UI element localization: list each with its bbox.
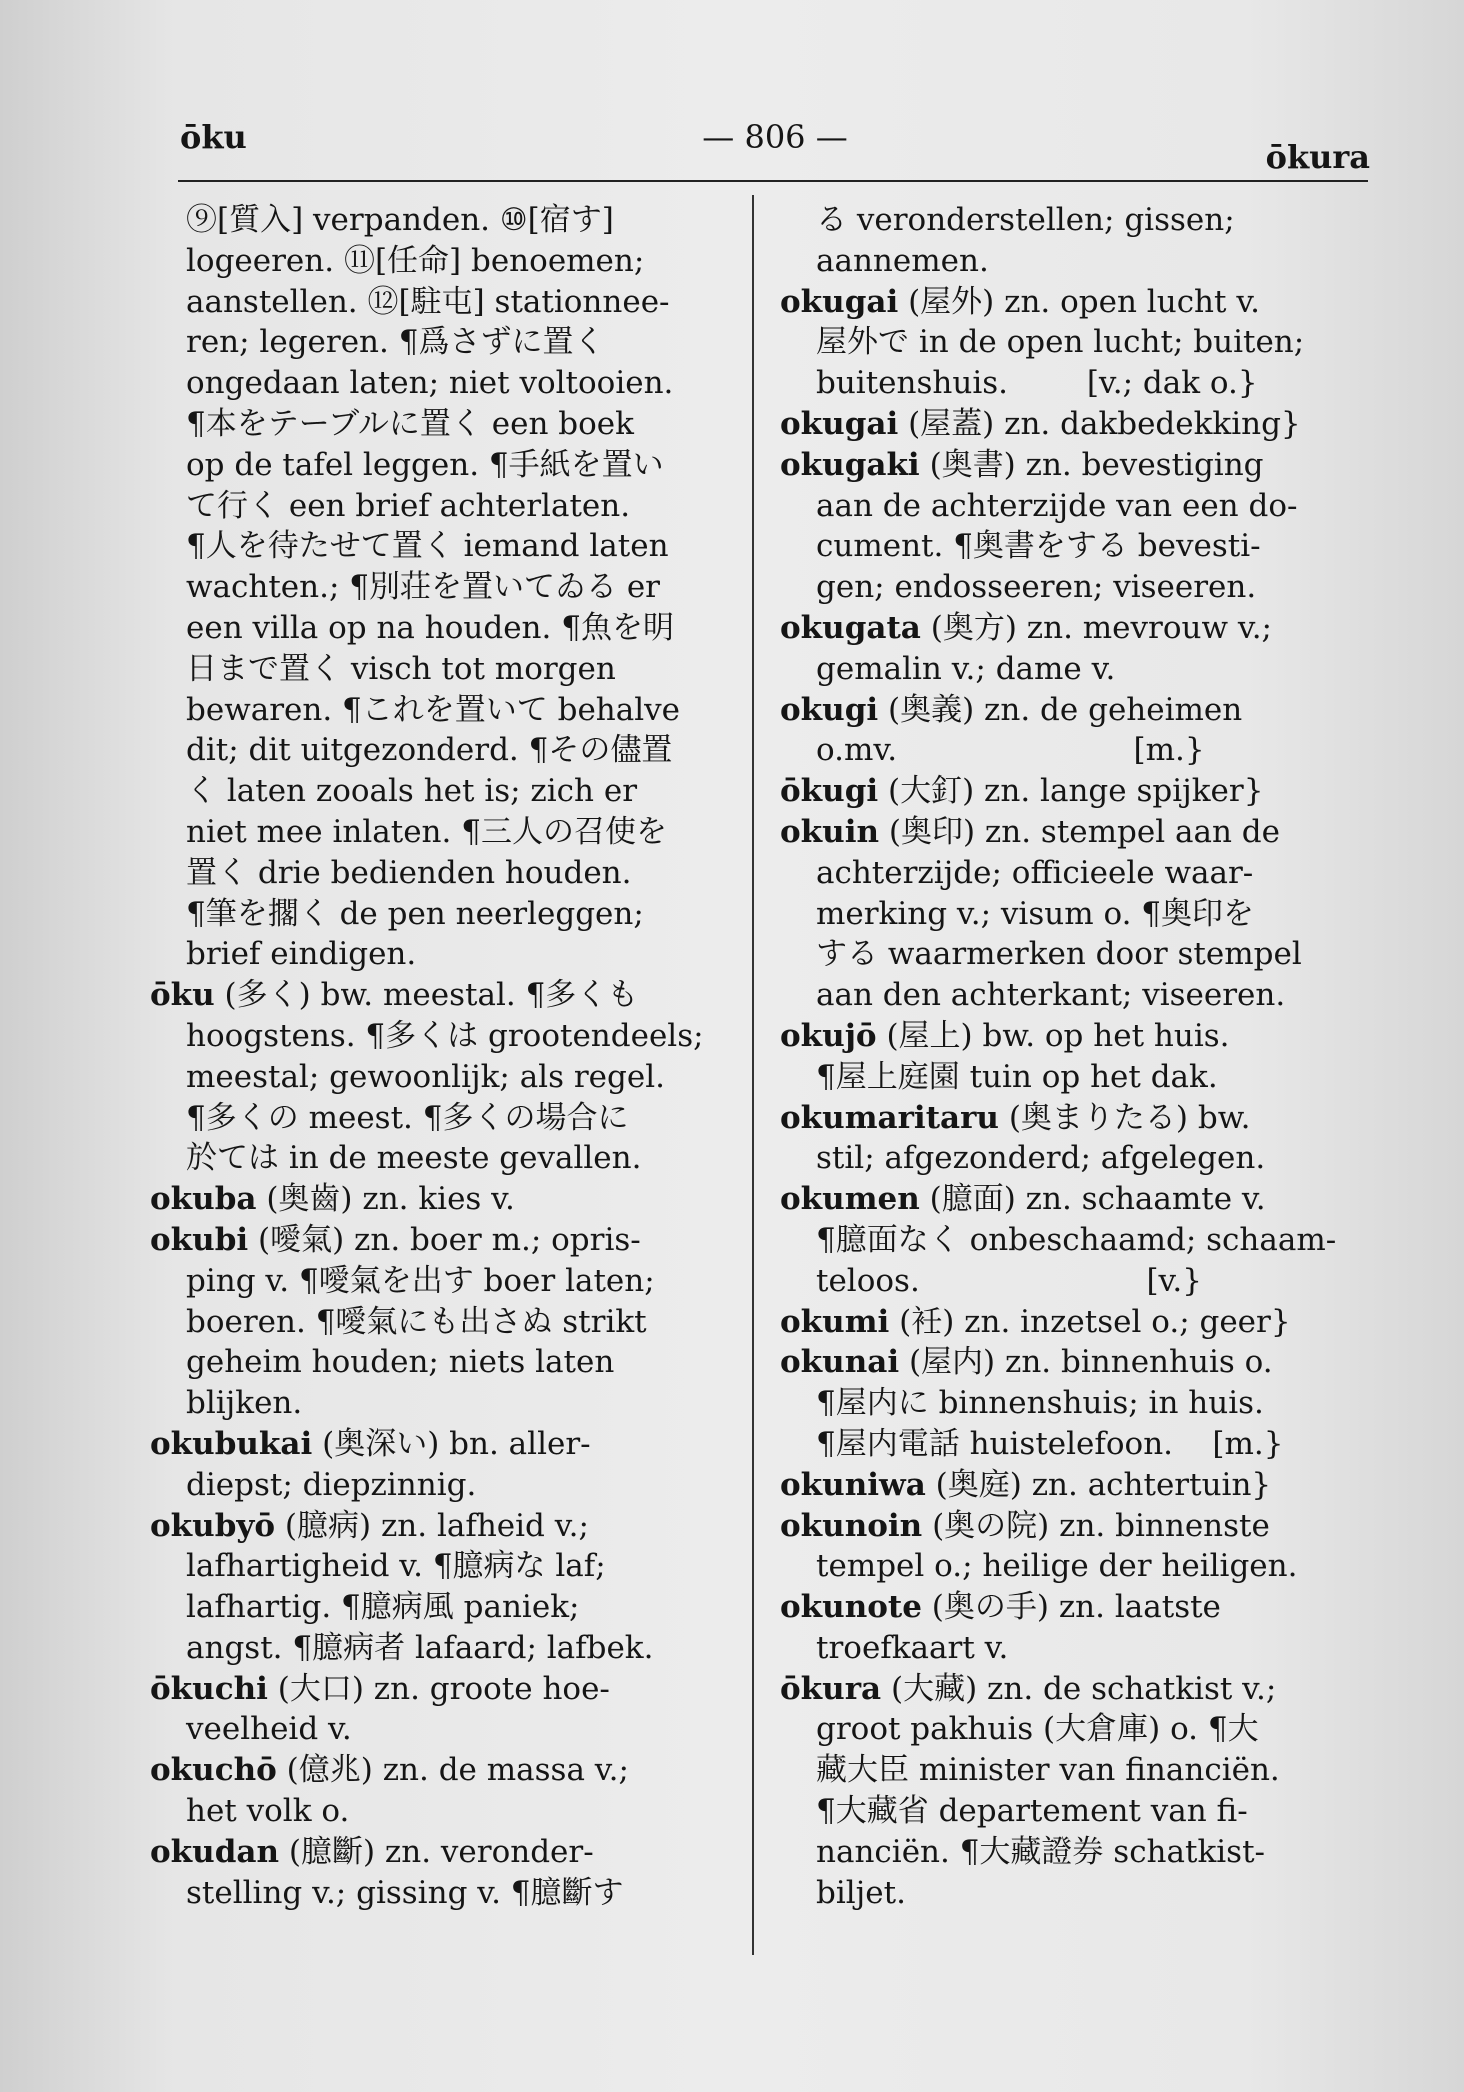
entry-continuation-line: ¶本をテーブルに置く een boek [186, 405, 634, 442]
dictionary-entry [780, 1587, 1375, 1628]
entry-continuation-line: aan de achterzijde van een do- [816, 487, 1298, 524]
entry-definition: (噯氣) zn. boer m.; opris- [248, 1221, 641, 1258]
entry-headword: ōkura [780, 1670, 882, 1707]
dictionary-entry [780, 1669, 1375, 1710]
entry-headword: okugi [780, 691, 879, 728]
entry-continuation-line: wachten.; ¶別荘を置いてゐる er [186, 569, 661, 606]
entry-continuation-line: tempel o.; heilige der heiligen. [816, 1548, 1298, 1585]
dictionary-entry [780, 282, 1375, 323]
dictionary-entry [150, 1750, 740, 1791]
entry-continuation-line: ¶筆を擱く de pen neerleggen; [186, 895, 644, 932]
entry-continuation-line: buitenshuis. [v.; dak o.} [816, 365, 1258, 402]
entry-continuation-line: achterzijde; officieele waar- [816, 854, 1254, 891]
dictionary-entry [150, 1179, 740, 1220]
dictionary-entry [780, 1465, 1375, 1506]
dictionary-entry [780, 608, 1375, 649]
entry-definition: (屋外) zn. open lucht v. [898, 283, 1261, 320]
entry-headword: okunai [780, 1344, 900, 1381]
entry-continuation-line: geheim houden; niets laten [186, 1344, 615, 1381]
entry-headword: okuchō [150, 1752, 277, 1789]
entry-continuation-line: ¶臆面なく onbeschaamd; schaam- [816, 1221, 1337, 1258]
dictionary-entry [780, 1098, 1375, 1139]
entry-continuation-line: boeren. ¶噯氣にも出さぬ strikt [186, 1303, 647, 1340]
entry-definition: (奥庭) zn. achtertuin} [925, 1466, 1272, 1503]
dictionary-entry [780, 445, 1375, 486]
header-rule [178, 180, 1368, 182]
entry-definition: (奥まりたる) bw. [998, 1099, 1251, 1136]
entry-headword: okubukai [150, 1425, 313, 1462]
entry-continuation-line: く laten zooals het is; zich er [186, 773, 638, 810]
dictionary-entry [780, 1302, 1375, 1343]
entry-continuation-line: lafhartig. ¶臆病風 paniek; [186, 1589, 580, 1626]
entry-headword: okuniwa [780, 1466, 926, 1503]
entry-continuation-line: 日まで置く visch tot morgen [186, 650, 616, 687]
entry-continuation-line: het volk o. [186, 1793, 350, 1830]
entry-definition: (大口) zn. groote hoe- [267, 1670, 610, 1707]
entry-headword: okugata [780, 609, 921, 646]
entry-continuation-line: する waarmerken door stempel [816, 936, 1302, 973]
entry-definition: (奥義) zn. de geheimen [878, 691, 1243, 728]
dictionary-entry [150, 1220, 740, 1261]
entry-definition: (奥齒) zn. kies v. [256, 1181, 515, 1218]
entry-definition: (奥の院) zn. binnenste [922, 1507, 1270, 1544]
entry-continuation-line: 藏大臣 minister van financiën. [816, 1752, 1280, 1789]
dictionary-entry [780, 1016, 1375, 1057]
entry-continuation-line: niet mee inlaten. ¶三人の召使を [186, 813, 667, 850]
entry-definition: (大釘) zn. lange spijker} [878, 773, 1264, 810]
entry-continuation-line: cument. ¶奥書をする bevesti- [816, 528, 1261, 565]
entry-definition: (屋蓋) zn. dakbedekking} [898, 405, 1301, 442]
entry-headword: okubi [150, 1221, 249, 1258]
dictionary-entry [150, 1669, 740, 1710]
entry-continuation-line: ongedaan laten; niet voltooien. [186, 365, 674, 402]
entry-continuation-line: ¶屋内電話 huistelefoon. [m.} [816, 1425, 1284, 1462]
entry-continuation-line: bewaren. ¶これを置いて behalve [186, 691, 681, 728]
entry-definition: (奥の手) zn. laatste [921, 1589, 1221, 1626]
entry-headword: okugai [780, 283, 899, 320]
entry-headword: okumen [780, 1181, 920, 1218]
entry-headword: ōkuchi [150, 1670, 268, 1707]
entry-headword: okumi [780, 1303, 890, 1340]
entry-continuation-line: brief eindigen. [186, 936, 417, 973]
entry-continuation-line: ¶屋上庭園 tuin op het dak. [816, 1058, 1218, 1095]
entry-headword: okujō [780, 1017, 877, 1054]
entry-continuation-line: aanstellen. ⑫[駐屯] stationnee- [186, 283, 670, 320]
entry-continuation-line: groot pakhuis (大倉庫) o. ¶大 [816, 1711, 1259, 1748]
right-guide-word: ōkura [1265, 138, 1370, 176]
entry-continuation-line: ¶人を待たせて置く iemand laten [186, 528, 669, 565]
entry-continuation-line: dit; dit uitgezonderd. ¶その儘置 [186, 732, 673, 769]
entry-continuation-line: veelheid v. [186, 1711, 352, 1748]
dictionary-entry [780, 1342, 1375, 1383]
dictionary-entry [150, 1832, 740, 1873]
entry-continuation-line: logeeren. ⑪[任命] benoemen; [186, 242, 645, 279]
entry-headword: okunoin [780, 1507, 923, 1544]
entry-continuation-line: teloos. [v.} [816, 1262, 1202, 1299]
entry-headword: okumaritaru [780, 1099, 999, 1136]
entry-headword: okuba [150, 1181, 257, 1218]
entry-continuation-line: ping v. ¶噯氣を出す boer laten; [186, 1262, 655, 1299]
entry-continuation-line: aannemen. [816, 242, 989, 279]
entry-definition: (億兆) zn. de massa v.; [276, 1752, 629, 1789]
entry-continuation-line: angst. ¶臆病者 lafaard; lafbek. [186, 1629, 654, 1666]
right-column [780, 200, 1375, 1913]
entry-definition: (多く) bw. meestal. ¶多くも [214, 977, 639, 1014]
entry-continuation-line: ¶屋内に binnenshuis; in huis. [816, 1385, 1264, 1422]
entry-definition: (大藏) zn. de schatkist v.; [881, 1670, 1277, 1707]
entry-definition: (奥深い) bn. aller- [312, 1425, 591, 1462]
dictionary-entry [150, 975, 740, 1016]
entry-continuation-line: diepst; diepzinnig. [186, 1466, 477, 1503]
entry-continuation-line: ¶大藏省 departement van fi- [816, 1793, 1248, 1830]
entry-continuation-line: o.mv. [m.} [816, 732, 1205, 769]
entry-continuation-line: gemalin v.; dame v. [816, 650, 1116, 687]
dictionary-entry [780, 812, 1375, 853]
entry-definition: (臆病) zn. lafheid v.; [275, 1507, 589, 1544]
entry-definition: (屋内) zn. binnenhuis o. [899, 1344, 1273, 1381]
entry-continuation-line: ¶多くの meest. ¶多くの場合に [186, 1099, 629, 1136]
entry-continuation-line: hoogstens. ¶多くは grootendeels; [186, 1017, 704, 1054]
entry-continuation-line: て行く een brief achterlaten. [186, 487, 631, 524]
entry-definition: (臆斷) zn. veronder- [279, 1833, 594, 1870]
entry-continuation-line: ren; legeren. ¶爲さずに置く [186, 324, 605, 361]
entry-headword: okubyō [150, 1507, 276, 1544]
column-divider [752, 195, 754, 1955]
entry-continuation-line: op de tafel leggen. ¶手紙を置い [186, 446, 664, 483]
entry-continuation-line: 置く drie bedienden houden. [186, 854, 632, 891]
entry-continuation-line: る veronderstellen; gissen; [816, 202, 1235, 238]
entry-continuation-line: een villa op na houden. ¶魚を明 [186, 609, 674, 646]
page-number: — 806 — [702, 118, 848, 156]
entry-continuation-line: biljet. [816, 1874, 906, 1911]
dictionary-entry [780, 771, 1375, 812]
entry-headword: okudan [150, 1833, 279, 1870]
entry-headword: okunote [780, 1589, 922, 1626]
dictionary-entry [780, 1506, 1375, 1547]
entry-headword: okugai [780, 405, 899, 442]
dictionary-entry [780, 690, 1375, 731]
entry-continuation-line: stil; afgezonderd; afgelegen. [816, 1140, 1266, 1177]
entry-headword: ōkugi [780, 773, 879, 810]
dictionary-entry [780, 1179, 1375, 1220]
entry-continuation-line: troefkaart v. [816, 1629, 1009, 1666]
entry-continuation-line: merking v.; visum o. ¶奥印を [816, 895, 1255, 932]
dictionary-entry [780, 404, 1375, 445]
entry-continuation-line: 於ては in de meeste gevallen. [186, 1140, 642, 1177]
entry-continuation-line: gen; endosseeren; viseeren. [816, 569, 1257, 606]
entry-definition: (屋上) bw. op het huis. [876, 1017, 1230, 1054]
entry-definition: (奥方) zn. mevrouw v.; [920, 609, 1273, 646]
left-guide-word: ōku [180, 118, 247, 156]
left-column [150, 200, 740, 1913]
entry-continuation-line: nanciën. ¶大藏證券 schatkist- [816, 1833, 1266, 1870]
entry-continuation-line: stelling v.; gissing v. ¶臆斷す [186, 1874, 624, 1911]
entry-definition: (衽) zn. inzetsel o.; geer} [889, 1303, 1291, 1340]
entry-headword: ōku [150, 977, 215, 1014]
entry-headword: okuin [780, 813, 880, 850]
entry-continuation-line: meestal; gewoonlijk; als regel. [186, 1058, 665, 1095]
dictionary-entry [150, 1506, 740, 1547]
entry-definition: (奥書) zn. bevestiging [919, 446, 1264, 483]
page-header [180, 118, 1370, 176]
entry-definition: (奥印) zn. stempel aan de [879, 813, 1280, 850]
dictionary-entry [150, 1424, 740, 1465]
entry-continuation-line: aan den achterkant; viseeren. [816, 977, 1286, 1014]
entry-definition: (臆面) zn. schaamte v. [919, 1181, 1266, 1218]
entry-continuation-line: ⑨[質入] verpanden. ⑩[宿す] [186, 202, 614, 238]
entry-headword: okugaki [780, 446, 920, 483]
entry-continuation-line: lafhartigheid v. ¶臆病な laf; [186, 1548, 606, 1585]
entry-continuation-line: blijken. [186, 1385, 303, 1422]
entry-continuation-line: 屋外で in de open lucht; buiten; [816, 324, 1305, 361]
